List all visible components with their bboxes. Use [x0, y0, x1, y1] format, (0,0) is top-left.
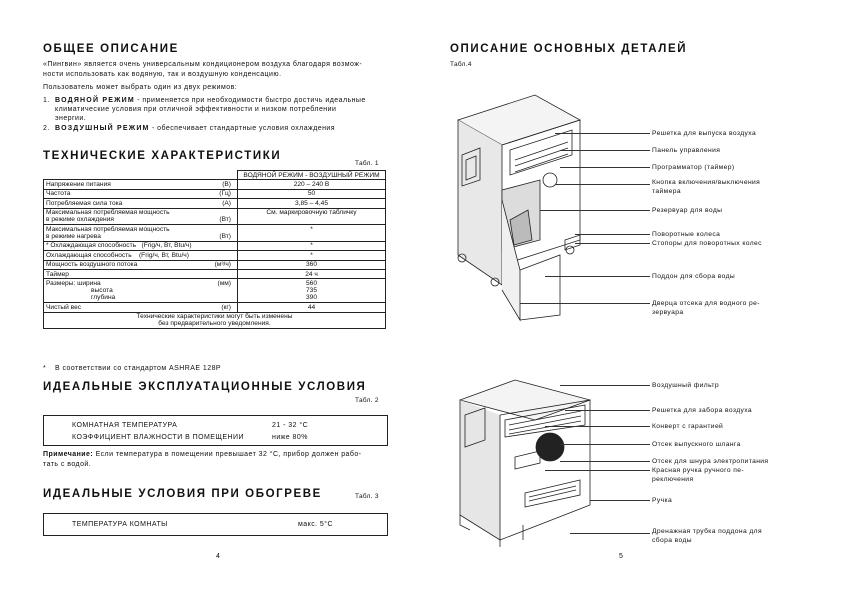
table-row	[44, 251, 386, 260]
label-air-outlet-grille: Решетка для выпуска воздуха	[652, 130, 757, 137]
spec-value: 44	[238, 303, 386, 312]
label-cord-compartment: Отсек для шнура электропитания	[652, 458, 769, 465]
leader-line	[560, 461, 650, 462]
spec-label: Чистый вес (кг)	[44, 303, 238, 312]
table-row	[44, 180, 386, 189]
room-temp-value: 21 - 32 °C	[272, 422, 309, 429]
note-line-1	[43, 450, 361, 460]
humidity-value: ниже 80%	[272, 434, 308, 441]
specs-title: ТЕХНИЧЕСКИЕ ХАРАКТЕРИСТИКИ	[43, 150, 282, 162]
spec-value: 560 735 390	[238, 279, 386, 303]
label-drain-tube-cont: сбора воды	[652, 537, 692, 544]
leader-line	[575, 243, 650, 244]
label-tank-door-cont: зервуара	[652, 309, 684, 316]
label-drip-tray: Поддон для сбора воды	[652, 273, 736, 280]
heating-temp-value: макс. 5°C	[298, 521, 334, 528]
water-mode-name: ВОДЯНОЙ РЕЖИМ	[55, 97, 135, 104]
label-drain-tube: Дренажная трубка поддона для	[652, 528, 762, 535]
footnote-text: В соответствии со стандартом ASHRAE 128P	[55, 365, 222, 372]
mode-1-line-3: энергии.	[55, 115, 87, 122]
leader-line	[545, 276, 650, 277]
specs-table	[43, 170, 386, 329]
leader-line	[570, 533, 650, 534]
spec-value: *	[238, 241, 386, 250]
heating-conditions-title: ИДЕАЛЬНЫЕ УСЛОВИЯ ПРИ ОБОГРЕВЕ	[43, 488, 322, 500]
label-timer-button-cont: таймера	[652, 188, 681, 195]
spec-label: Таймер	[44, 269, 238, 278]
ideal-table-number: Табл. 2	[355, 397, 379, 404]
table-cell-empty	[44, 171, 238, 180]
general-description-title: ОБЩЕЕ ОПИСАНИЕ	[43, 43, 179, 55]
leader-line	[520, 303, 650, 304]
spec-value: *	[238, 225, 386, 242]
leader-line	[555, 184, 650, 185]
mode-1-line-2: климатические условия при отличной эффективности и низком потреблении	[55, 106, 337, 113]
spec-value: См. маркировочную табличку	[238, 208, 386, 225]
air-mode-desc: - обеспечивает стандартные условия охлаждения	[149, 125, 335, 132]
spec-label: * Охлаждающая способность (Frig/ч, Вт, Btu/ч)	[44, 241, 238, 250]
leader-line	[545, 470, 650, 471]
leader-line	[545, 426, 650, 427]
label-warranty-envelope: Конверт с гарантией	[652, 423, 724, 430]
footnote-star: *	[43, 365, 47, 372]
leader-line	[575, 234, 650, 235]
label-air-filter: Воздушный фильтр	[652, 382, 720, 389]
table-row	[44, 279, 386, 303]
label-handle: Ручка	[652, 497, 673, 504]
spec-label: Охлаждающая способность (Frig/ч, Вт, Btu/ч)	[44, 251, 238, 260]
spec-label: Мощность воздушного потока (м³/ч)	[44, 260, 238, 269]
note-label: Примечание:	[43, 451, 94, 458]
mode-1-number: 1.	[43, 97, 50, 104]
leader-line	[565, 410, 650, 411]
label-water-tank: Резервуар для воды	[652, 207, 723, 214]
humidity-label: КОЭФФИЦИЕНТ ВЛАЖНОСТИ В ПОМЕЩЕНИИ	[72, 434, 244, 441]
label-timer: Программатор (таймер)	[652, 164, 735, 171]
spec-label: Частота (Гц)	[44, 189, 238, 198]
note-line-2: тать с водой.	[43, 461, 92, 468]
specs-table-number: Табл. 1	[355, 160, 379, 167]
leader-line	[560, 150, 650, 151]
page-number-left: 4	[216, 553, 220, 560]
leader-line	[560, 167, 650, 168]
table-row	[44, 241, 386, 250]
air-mode-name: ВОЗДУШНЫЙ РЕЖИМ	[55, 125, 150, 132]
note-text: Если температура в помещении превышает 32 °C, прибор должен рабо-	[93, 451, 362, 458]
table-row	[44, 225, 386, 242]
ideal-conditions-title: ИДЕАЛЬНЫЕ ЭКСПЛУАТАЦИОННЫЕ УСЛОВИЯ	[43, 381, 367, 393]
label-red-knob: Красная ручка ручного пе-	[652, 467, 745, 474]
spec-value: 220 – 240 В	[238, 180, 386, 189]
specs-footer: Технические характеристики могут быть изменены без предварительного уведомления.	[44, 312, 386, 329]
spec-value: 3,85 – 4,45	[238, 199, 386, 208]
spec-label: Напряжение питания (В)	[44, 180, 238, 189]
spec-label: Потребляемая сила тока (А)	[44, 199, 238, 208]
table-row	[44, 171, 386, 180]
spec-label: Размеры: ширина высота глубина (мм)	[44, 279, 238, 303]
leader-line	[560, 385, 650, 386]
table-row	[44, 199, 386, 208]
intro-line-1: «Пингвин» является очень универсальным кондиционером воздуха благодаря возмож-	[43, 61, 363, 68]
label-control-panel: Панель управления	[652, 147, 721, 154]
leader-line	[560, 444, 650, 445]
leader-line	[590, 500, 650, 501]
heating-table-number: Табл. 3	[355, 493, 379, 500]
label-timer-button: Кнопка включения/выключения	[652, 179, 761, 186]
spec-value: 24 ч	[238, 269, 386, 278]
mode-choice-text: Пользователь может выбрать один из двух режимов:	[43, 84, 238, 91]
heating-temp-label: ТЕМПЕРАТУРА КОМНАТЫ	[72, 521, 168, 528]
room-temp-label: КОМНАТНАЯ ТЕМПЕРАТУРА	[72, 422, 178, 429]
label-hose-compartment: Отсек выпускного шланга	[652, 441, 741, 448]
spec-value: 50	[238, 189, 386, 198]
spec-label: Максимальная потребляемая мощность в режиме охлаждения (Вт)	[44, 208, 238, 225]
label-air-intake-grille: Решетка для забора воздуха	[652, 407, 753, 414]
label-wheel-stoppers: Стопоры для поворотных колес	[652, 240, 762, 247]
appliance-front-view-drawing	[445, 375, 605, 550]
specs-header: ВОДЯНОЙ РЕЖИМ - ВОЗДУШНЫЙ РЕЖИМ	[238, 171, 386, 180]
parts-table-number: Табл.4	[450, 61, 472, 68]
label-swivel-wheels: Поворотные колеса	[652, 231, 721, 238]
mode-2-line	[55, 124, 335, 134]
intro-line-2: ности использовать как водяную, так и воздушную конденсацию.	[43, 71, 282, 78]
leader-line	[555, 133, 650, 134]
mode-2-number: 2.	[43, 125, 50, 132]
main-parts-title: ОПИСАНИЕ ОСНОВНЫХ ДЕТАЛЕЙ	[450, 43, 688, 55]
label-red-knob-cont: реключения	[652, 476, 694, 483]
table-row	[44, 260, 386, 269]
water-mode-desc: - применяется при необходимости быстро достичь идеальные	[134, 97, 366, 104]
table-row	[44, 269, 386, 278]
spec-value: 360	[238, 260, 386, 269]
table-row	[44, 208, 386, 225]
label-tank-door: Дверца отсека для водного ре-	[652, 300, 760, 307]
leader-line	[540, 210, 650, 211]
table-row	[44, 189, 386, 198]
table-row	[44, 303, 386, 312]
page-number-right: 5	[619, 553, 623, 560]
spec-value: *	[238, 251, 386, 260]
table-row	[44, 312, 386, 329]
spec-label: Максимальная потребляемая мощность в режиме нагрева (Вт)	[44, 225, 238, 242]
